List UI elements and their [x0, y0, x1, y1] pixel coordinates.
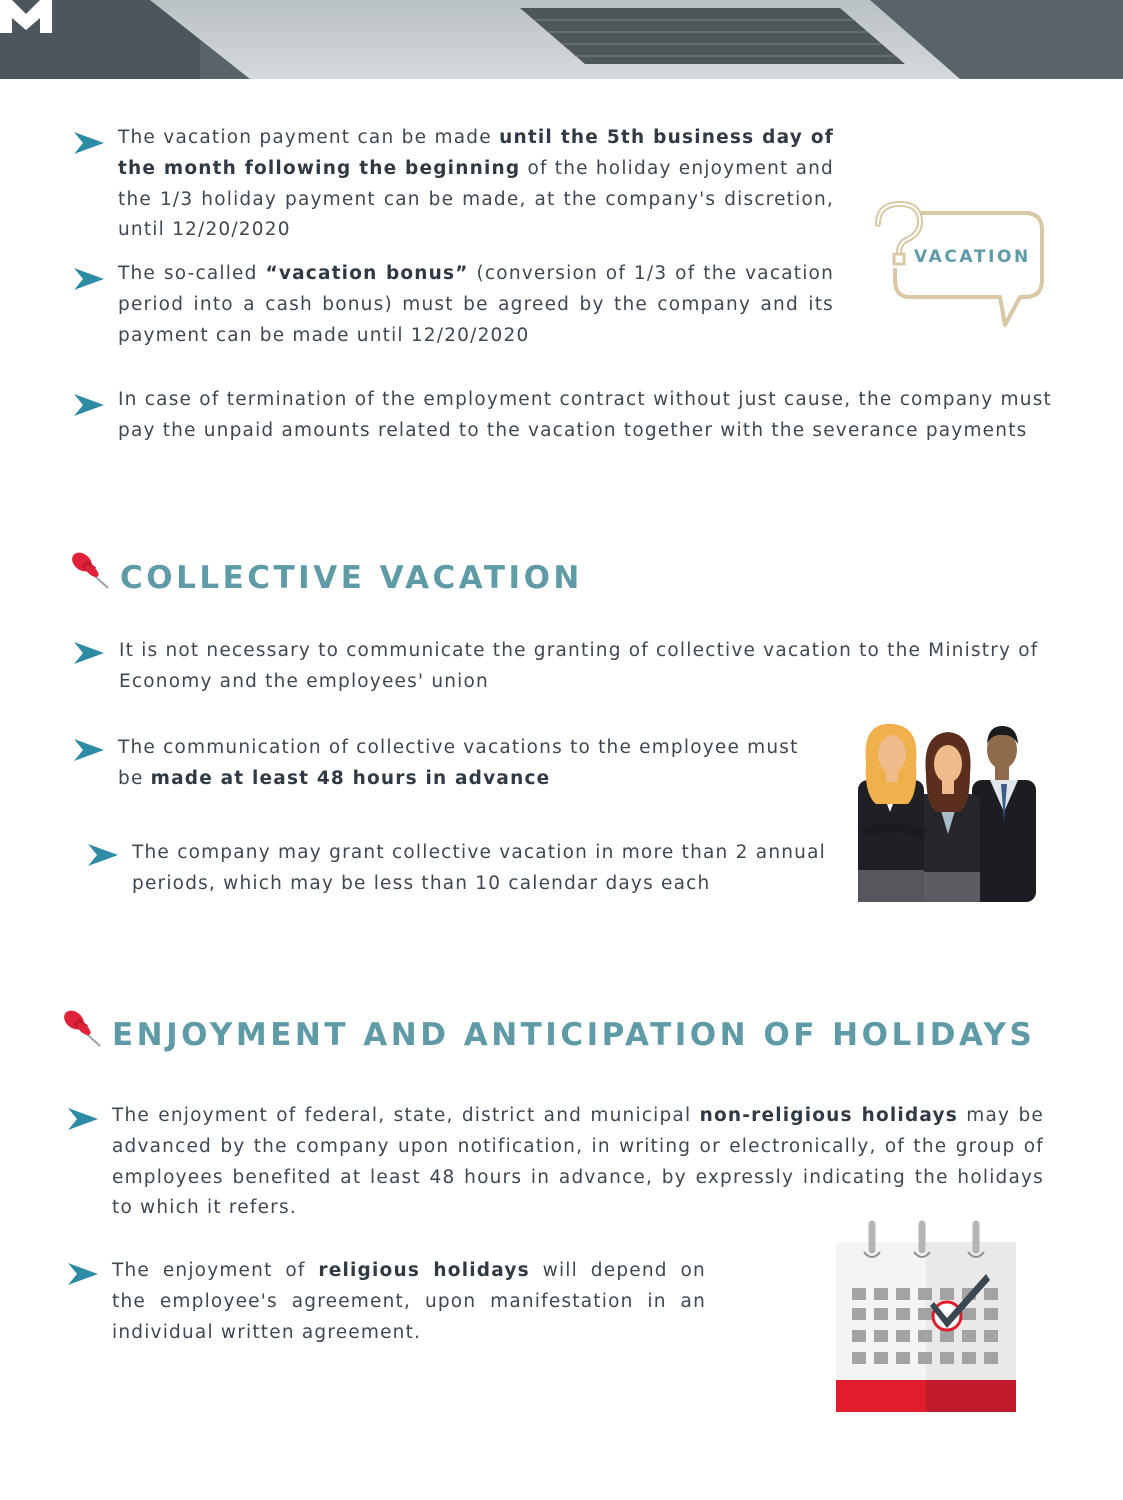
arrow-bullet-icon: [74, 132, 104, 154]
emphasis-text: until the 5th business day of the month following the beginning: [118, 127, 834, 179]
arrow-bullet-icon: [74, 739, 104, 761]
arrow-bullet-icon: [68, 1263, 98, 1285]
header-banner: [0, 0, 1123, 79]
business-team-icon: [852, 722, 1040, 902]
calendar-check-icon: [834, 1218, 1018, 1414]
arrow-bullet-icon: [74, 642, 104, 664]
pushpin-icon: [62, 1008, 102, 1048]
arrow-bullet-icon: [68, 1108, 98, 1130]
emphasis-text: non-religious holidays: [699, 1105, 958, 1126]
vacation-question-badge: [870, 200, 1050, 334]
pushpin-icon: [70, 550, 110, 590]
laptop-photo: [0, 0, 1123, 79]
vacation-label: VACATION: [914, 247, 1031, 267]
section-title-holidays: ENJOYMENT AND ANTICIPATION OF HOLIDAYS: [112, 1017, 1036, 1053]
m-logo-icon: [0, 0, 52, 33]
arrow-bullet-icon: [74, 394, 104, 416]
emphasis-text: made at least 48 hours in advance: [150, 767, 551, 789]
arrow-bullet-icon: [74, 268, 104, 290]
emphasis-text: religious holidays: [318, 1260, 530, 1281]
emphasis-text: “vacation bonus”: [265, 263, 469, 284]
section-title-collective: COLLECTIVE VACATION: [120, 560, 583, 596]
arrow-bullet-icon: [88, 844, 118, 866]
